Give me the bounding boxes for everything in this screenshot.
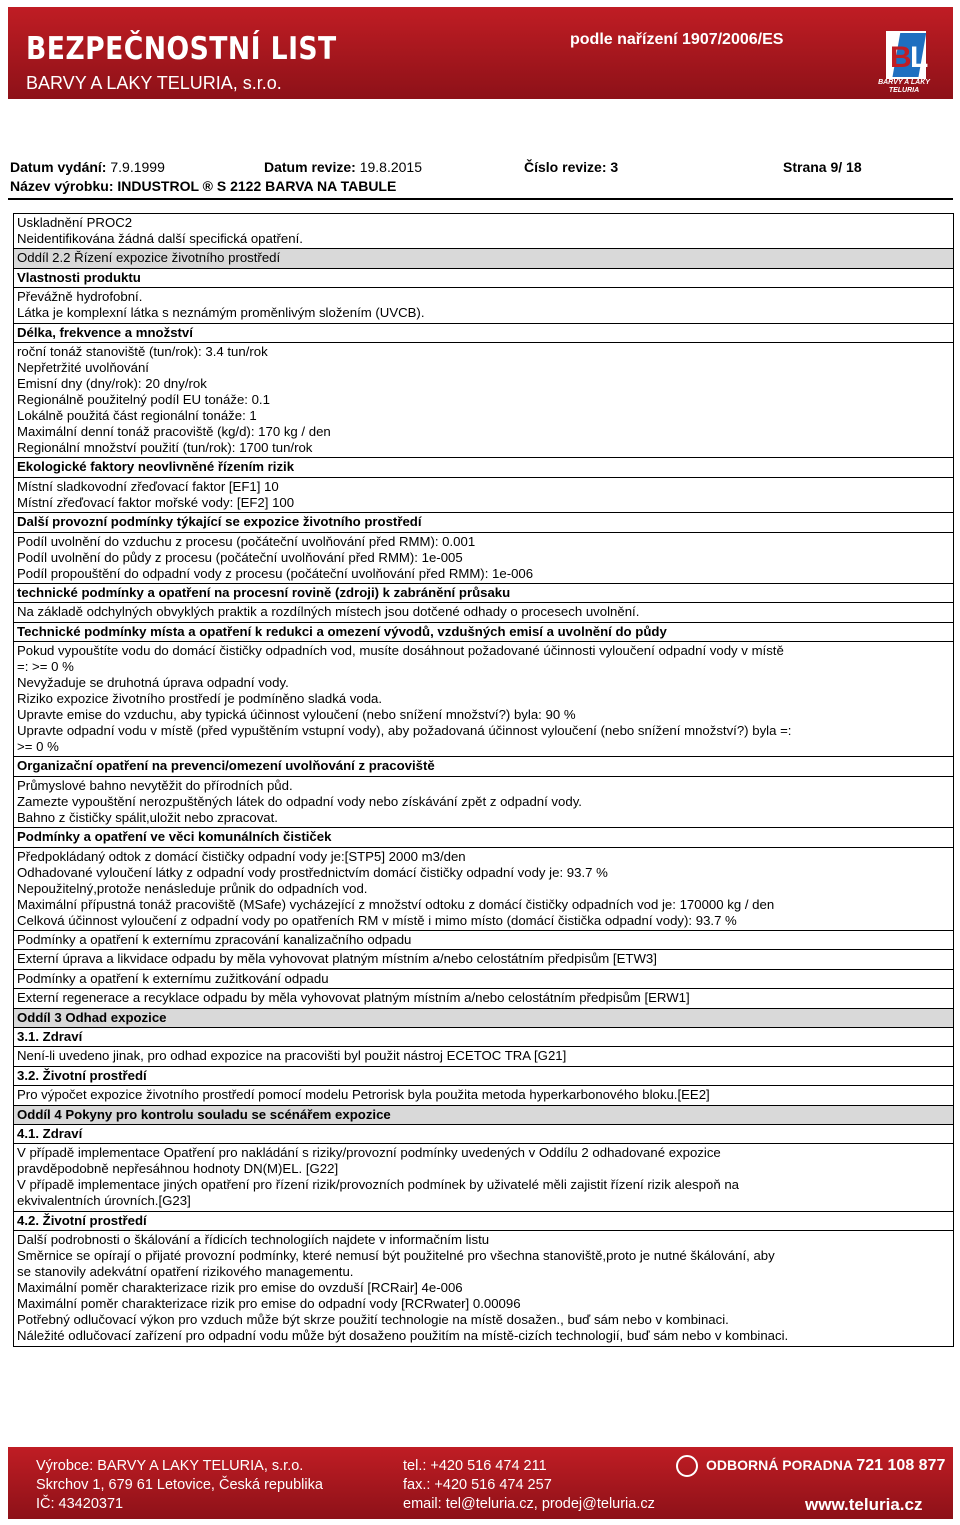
section-heading-row	[14, 249, 953, 268]
footer-banner	[8, 1447, 953, 1519]
row-line: V případě implementace jiných opatření pro řízení rizik/provozních podmínek by uživatelé měli zajistit řízení rizik alespoň na	[17, 1177, 739, 1193]
text-row	[14, 478, 953, 513]
issue-date-label: Datum vydání:	[10, 159, 107, 175]
row-line: 3.2. Životní prostředí	[17, 1067, 147, 1083]
row-line: V případě implementace Opatření pro nakládání s riziky/provozní podmínky uvedených v Oddílu 2 odhadované expozice	[17, 1145, 721, 1161]
footer-company-info	[36, 1457, 323, 1514]
advisory-label: ODBORNÁ PORADNA	[706, 1457, 853, 1473]
row-line: 4.1. Zdraví	[17, 1125, 83, 1141]
row-line: Další podrobnosti o škálování a řídicích technologiích najdete v informačním listu	[17, 1232, 490, 1248]
row-line: Pokud vypouštíte vodu do domácí čističky odpadních vod, musíte dosáhnout požadované účinnosti vyloučení odpadní vody v místě	[17, 643, 784, 659]
row-line: Látka je komplexní látka s neznámým proměnlivým složením (UVCB).	[17, 305, 425, 321]
row-line: Nepoužitelný,protože nenásleduje průnik do odpadních vod.	[17, 880, 368, 896]
row-line: Upravte emise do vzduchu, aby typická účinnost vyloučení (nebo snížení množství?) byla: 90 %	[17, 707, 576, 723]
product-label: Název výrobku:	[10, 178, 114, 194]
row-line: Podmínky a opatření ve věci komunálních čističek	[17, 829, 332, 845]
row-line: Podíl propouštění do odpadní vody z procesu (počáteční uvolňování před RMM): 1e-006	[17, 565, 534, 581]
text-row	[14, 950, 953, 969]
subheading-row	[14, 757, 953, 776]
row-line: Průmyslové bahno nevytěžit do přírodních půd.	[17, 777, 293, 793]
text-row	[14, 214, 953, 249]
row-line: Maximální poměr charakterizace rizik pro emise do odpadní vody [RCRwater] 0.00096	[17, 1296, 521, 1312]
row-line: Místní zřeďovací faktor mořské vody: [EF2] 100	[17, 494, 295, 510]
header-divider	[8, 198, 953, 200]
phone-icon	[676, 1455, 698, 1477]
text-row	[14, 970, 953, 989]
footer-tel: tel.: +420 516 474 211	[403, 1458, 547, 1474]
subheading-row	[14, 1125, 953, 1144]
text-row	[14, 1231, 953, 1346]
logo-caption	[866, 79, 942, 95]
row-line: 3.1. Zdraví	[17, 1028, 83, 1044]
subheading-row	[14, 324, 953, 343]
section-heading-row	[14, 1106, 953, 1125]
subheading-row	[14, 513, 953, 532]
subheading-row	[14, 584, 953, 603]
row-line: Oddíl 2.2 Řízení expozice životního prostředí	[17, 250, 281, 266]
page-value: 9/ 18	[830, 159, 862, 175]
footer-maker: Výrobce: BARVY A LAKY TELURIA, s.r.o.	[36, 1458, 304, 1474]
row-line: Upravte odpadní vodu v místě (před vypuštěním vstupní vody), aby požadovaná účinnost vyloučení (nebo snížení množství?) byla =:	[17, 723, 792, 739]
row-line: Celková účinnost vyloučení z odpadní vody po opatřeních RM v místě i mimo místo (domácí čistička odpadní vody): 93.7 %	[17, 912, 737, 928]
row-line: technické podmínky a opatření na procesní rovině (zdroji) k zabránění průsaku	[17, 584, 511, 600]
header-banner	[8, 7, 953, 99]
advisory-line	[706, 1457, 945, 1475]
subheading-row	[14, 1067, 953, 1086]
row-line: Podmínky a opatření k externímu zužitkování odpadu	[17, 970, 329, 986]
row-line: Uskladnění PROC2	[17, 215, 133, 230]
row-line: Další provozní podmínky týkající se expozice životního prostředí	[17, 514, 422, 530]
text-row	[14, 848, 953, 931]
section-heading-row	[14, 1009, 953, 1028]
revision-date	[264, 159, 422, 175]
text-row	[14, 642, 953, 757]
row-line: Bahno z čističky spálit,uložit nebo zpracovat.	[17, 809, 278, 825]
row-line: ekvivalentních úrovních.[G23]	[17, 1193, 191, 1209]
revision-number	[524, 159, 618, 175]
subheading-row	[14, 828, 953, 847]
row-line: Externí regenerace a recyklace odpadu by měla vyhovovat platným místním a/nebo celostátním předpisům [ERW1]	[17, 990, 690, 1006]
row-line: Nepřetržité uvolňování	[17, 359, 149, 375]
footer-ico: IČ: 43420371	[36, 1496, 124, 1512]
row-line: Vlastnosti produktu	[17, 269, 141, 285]
row-line: Regionálně použitelný podíl EU tonáže: 0.1	[17, 391, 270, 407]
row-line: Maximální poměr charakterizace rizik pro emise do ovzduší [RCRair] 4e-006	[17, 1280, 463, 1296]
row-line: Předpokládaný odtok z domácí čističky odpadní vody je:[STP5] 2000 m3/den	[17, 848, 466, 864]
svg-text:B: B	[890, 41, 912, 74]
text-row	[14, 989, 953, 1008]
footer-fax: fax.: +420 516 474 257	[403, 1477, 552, 1493]
text-row	[14, 343, 953, 458]
text-row	[14, 533, 953, 584]
svg-text:L: L	[910, 41, 929, 74]
row-line: se stanovily adekvátní opatření rizikového managementu.	[17, 1264, 354, 1280]
issue-date-value: 7.9.1999	[110, 159, 165, 175]
row-line: Externí úprava a likvidace odpadu by měla vyhovovat platným místním a/nebo celostátním předpisům [ETW3]	[17, 951, 657, 967]
row-line: Podíl uvolnění do vzduchu z procesu (počáteční uvolňování před RMM): 0.001	[17, 533, 476, 549]
row-line: Regionální množství použití (tun/rok): 1700 tun/rok	[17, 439, 313, 455]
text-row	[14, 931, 953, 950]
advisory-number: 721 108 877	[856, 1457, 946, 1474]
row-line: Směrnice se opírají o přijaté provozní podmínky, které nemusí být použitelné pro všechna stanoviště,proto je nutné škálování, aby	[17, 1248, 775, 1264]
row-line: Technické podmínky místa a opatření k redukci a omezení vývodů, vzdušných emisí a uvolnění do půdy	[17, 623, 667, 639]
row-line: Na základě odchylných obvyklých praktik a rozdílných místech jsou dotčené odhady o procesech uvolnění.	[17, 604, 640, 620]
row-line: 4.2. Životní prostředí	[17, 1212, 147, 1228]
regulation-reference: podle nařízení 1907/2006/ES	[570, 31, 784, 48]
text-row	[14, 777, 953, 828]
page-label: Strana	[783, 159, 827, 175]
row-line: Emisní dny (dny/rok): 20 dny/rok	[17, 375, 207, 391]
row-line: Ekologické faktory neovlivněné řízením rizik	[17, 459, 295, 475]
page-number	[783, 159, 862, 175]
row-line: Podmínky a opatření k externímu zpracování kanalizačního odpadu	[17, 932, 412, 948]
row-line: pravděpodobně nepřesáhnou hodnoty DN(M)EL. [G22]	[17, 1161, 339, 1177]
row-line: Zamezte vypouštění nerozpuštěných látek do odpadní vody nebo získávání zpět z odpadní vody.	[17, 793, 582, 809]
row-line: Místní sladkovodní zřeďovací faktor [EF1] 10	[17, 478, 279, 494]
footer-website: www.teluria.cz	[805, 1495, 923, 1514]
footer-email: email: tel@teluria.cz, prodej@teluria.cz	[403, 1496, 655, 1512]
row-line: Potřebný odlučovací výkon pro vzduch může být skrze použití technologie na místě dosažen., buď sám nebo v kombinaci.	[17, 1312, 729, 1328]
row-line: Nevyžaduje se druhotná úprava odpadní vody.	[17, 675, 289, 691]
subheading-row	[14, 269, 953, 288]
row-line: =: >= 0 %	[17, 659, 74, 675]
document-body	[13, 213, 954, 1347]
row-line: Převážně hydrofobní.	[17, 289, 143, 305]
document-title: BEZPEČNOSTNÍ LIST	[26, 31, 337, 67]
row-line: Neidentifikována žádná další specifická opatření.	[17, 231, 303, 246]
logo-caption-line-1: BARVY A LAKY	[878, 79, 930, 86]
revision-number-value: 3	[610, 159, 619, 175]
revision-date-value: 19.8.2015	[359, 159, 422, 175]
text-row	[14, 1086, 953, 1105]
row-line: Lokálně použitá část regionální tonáže: 1	[17, 407, 257, 423]
row-line: Maximální přípustná tonáž pracoviště (MSafe) vycházející z množství odtoku z domácí čističky odpadních vod je: 170000 kg / den	[17, 896, 775, 912]
row-line: Riziko expozice životního prostředí je podmíněno sladká voda.	[17, 691, 383, 707]
row-line: Oddíl 4 Pokyny pro kontrolu souladu se scénářem expozice	[17, 1106, 391, 1122]
footer-contact-info	[403, 1457, 655, 1514]
footer-address: Skrchov 1, 679 61 Letovice, Česká republika	[36, 1477, 323, 1493]
row-line: Podíl uvolnění do půdy z procesu (počáteční uvolňování před RMM): 1e-005	[17, 549, 463, 565]
text-row	[14, 603, 953, 622]
subheading-row	[14, 1212, 953, 1231]
company-name: BARVY A LAKY TELURIA, s.r.o.	[26, 73, 282, 93]
product-name	[10, 178, 396, 194]
row-line: Organizační opatření na prevenci/omezení uvolňování z pracoviště	[17, 758, 435, 774]
row-line: Odhadované vyloučení látky z odpadní vody prostřednictvím domácí čističky odpadní vody je: 93.7 %	[17, 864, 608, 880]
text-row	[14, 1144, 953, 1211]
revision-date-label: Datum revize:	[264, 159, 356, 175]
text-row	[14, 1047, 953, 1066]
row-line: Oddíl 3 Odhad expozice	[17, 1009, 167, 1025]
revision-number-label: Číslo revize:	[524, 159, 607, 175]
subheading-row	[14, 458, 953, 477]
row-line: Pro výpočet expozice životního prostředí pomocí modelu Petrorisk byla použita metoda hyperkarbonového bloku.[EE2]	[17, 1087, 710, 1103]
row-line: >= 0 %	[17, 739, 59, 755]
row-line: roční tonáž stanoviště (tun/rok): 3.4 tun/rok	[17, 343, 268, 359]
row-line: Maximální denní tonáž pracoviště (kg/d): 170 kg / den	[17, 423, 331, 439]
subheading-row	[14, 1028, 953, 1047]
subheading-row	[14, 623, 953, 642]
issue-date	[10, 159, 165, 175]
row-line: Délka, frekvence a množství	[17, 324, 193, 340]
product-value: INDUSTROL ® S 2122 BARVA NA TABULE	[117, 178, 397, 194]
logo-caption-line-2: TELURIA	[888, 87, 920, 94]
row-line: Náležité odlučovací zařízení pro odpadní vodu může být dosaženo použitím na místě-cizích technologií, buď sám nebo v kombinaci.	[17, 1328, 789, 1344]
text-row	[14, 288, 953, 323]
row-line: Není-li uvedeno jinak, pro odhad expozice na pracovišti byl použit nástroj ECETOC TRA [G21]	[17, 1048, 567, 1064]
